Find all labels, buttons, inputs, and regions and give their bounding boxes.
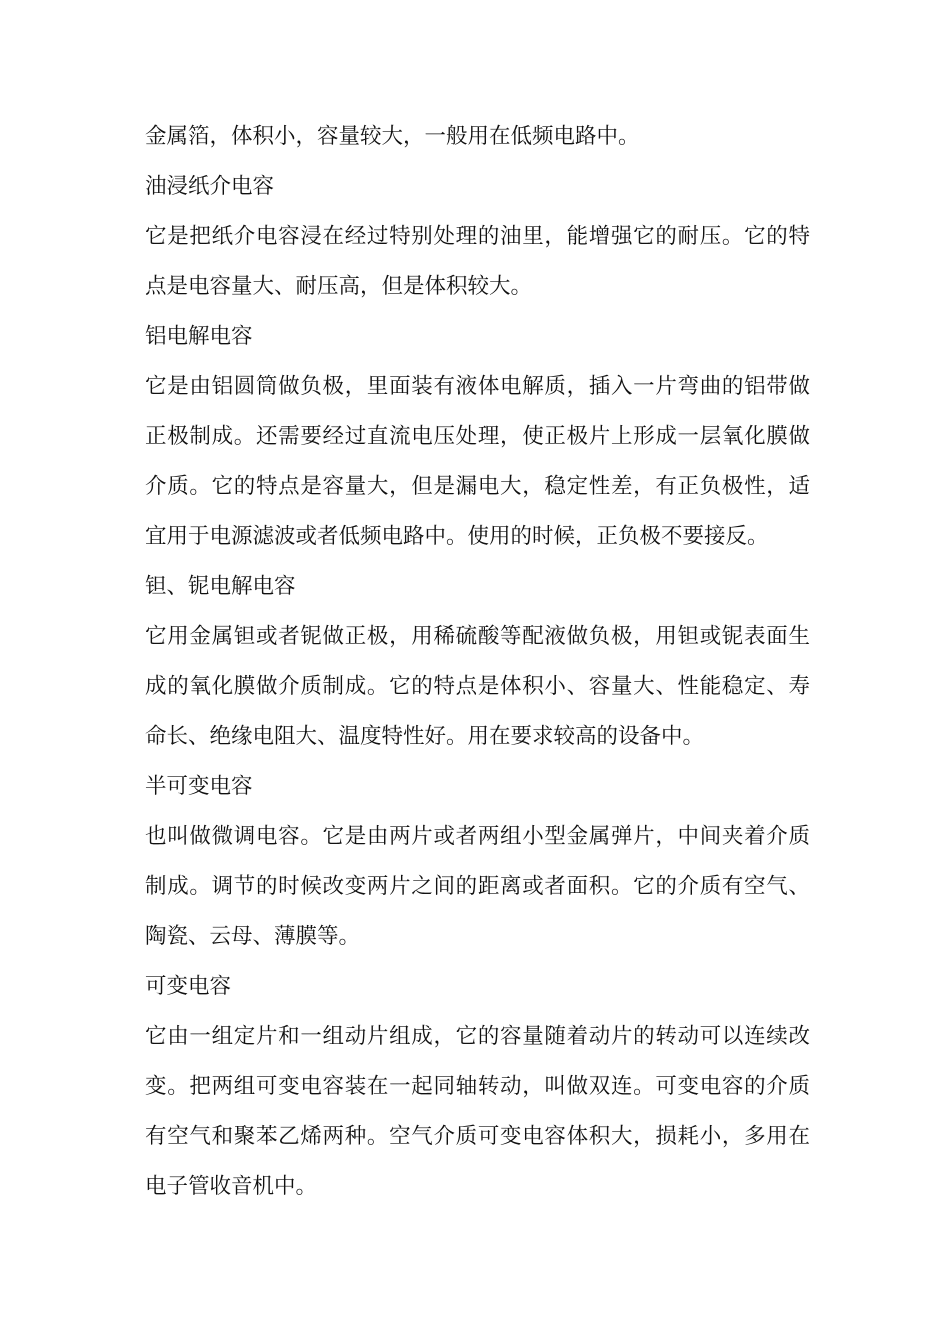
heading-trimmer-capacitor: 半可变电容 [145, 774, 253, 799]
paragraph-oil-paper-capacitor: 它是把纸介电容浸在经过特别处理的油里，能增强它的耐压。它的特点是电容量大、耐压高，但是体积较大。 [145, 224, 810, 299]
heading-aluminum-electrolytic-capacitor: 铝电解电容 [145, 324, 253, 349]
heading-oil-paper-capacitor: 油浸纸介电容 [145, 174, 275, 199]
heading-variable-capacitor: 可变电容 [145, 974, 232, 999]
paragraph-tantalum-niobium-capacitor: 它用金属钽或者铌做正极，用稀硫酸等配液做负极，用钽或铌表面生成的氧化膜做介质制成。它的特点是体积小、容量大、性能稳定、寿命长、绝缘电阻大、温度特性好。用在要求较高的设备中。 [145, 624, 810, 749]
document-body [145, 112, 810, 1212]
paragraph-variable-capacitor: 它由一组定片和一组动片组成，它的容量随着动片的转动可以连续改变。把两组可变电容装在一起同轴转动，叫做双连。可变电容的介质有空气和聚苯乙烯两种。空气介质可变电容体积大，损耗小，多用在电子管收音机中。 [145, 1024, 810, 1199]
paragraph-trimmer-capacitor: 也叫做微调电容。它是由两片或者两组小型金属弹片，中间夹着介质制成。调节的时候改变两片之间的距离或者面积。它的介质有空气、陶瓷、云母、薄膜等。 [145, 824, 810, 949]
paragraph-aluminum-electrolytic-capacitor: 它是由铝圆筒做负极，里面装有液体电解质，插入一片弯曲的铝带做正极制成。还需要经过直流电压处理，使正极片上形成一层氧化膜做介质。它的特点是容量大，但是漏电大，稳定性差，有正负极性，适宜用于电源滤波或者低频电路中。使用的时候，正负极不要接反。 [145, 374, 810, 549]
heading-tantalum-niobium-capacitor: 钽、铌电解电容 [145, 574, 296, 599]
paragraph-metal-foil-continuation: 金属箔，体积小，容量较大，一般用在低频电路中。 [145, 124, 640, 149]
